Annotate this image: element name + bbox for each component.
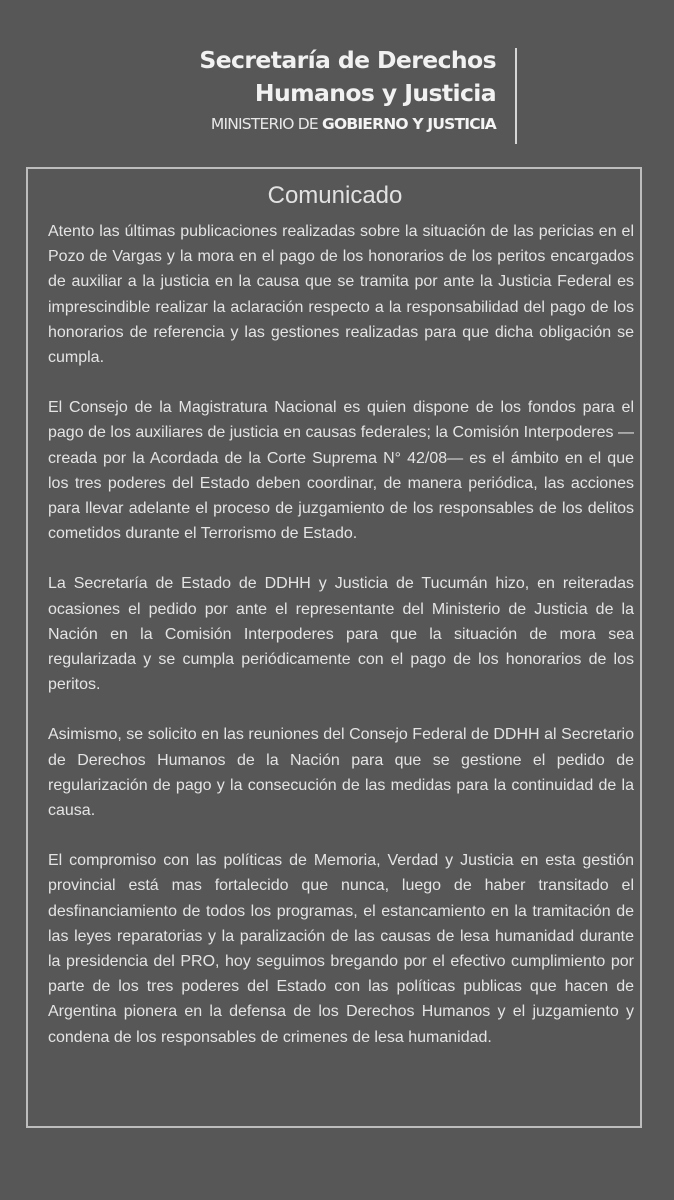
statement-body — [48, 219, 634, 1075]
institution-header — [0, 44, 496, 134]
ministry-name: GOBIERNO Y JUSTICIA — [322, 115, 496, 133]
paragraph: Atento las últimas publicaciones realizadas sobre la situación de las pericias en el Pozo de Vargas y la mora en el pago de los honorarios de los peritos encargados de auxiliar a la justicia en la causa que se tramita por ante la Justicia Federal es imprescindible realizar la aclaración respecto a la responsabilidad del pago de los honorarios de referencia y las gestiones realizadas para que dicha obligación se cumpla. — [48, 223, 634, 367]
paragraph: El Consejo de la Magistratura Nacional es quien dispone de los fondos para el pago de los auxiliares de justicia en causas federales; la Comisión Interpoderes —creada por la Acordada de la Corte Suprema N° 42/08— es el ámbito en el que los tres poderes del Estado deben coordinar, de manera periódica, las acciones para llevar adelante el proceso de juzgamiento de los responsables de los delitos cometidos durante el Terrorismo de Estado. — [48, 399, 634, 543]
ministry-line — [0, 114, 496, 134]
institution-name-line2: Humanos y Justicia — [254, 79, 496, 107]
institution-name-line1: Secretaría de Derechos — [199, 46, 496, 74]
document-title: Comunicado — [267, 182, 403, 209]
header-divider — [515, 48, 517, 144]
ministry-prefix: MINISTERIO DE — [210, 115, 318, 133]
paragraph: Asimismo, se solicito en las reuniones del Consejo Federal de DDHH al Secretario de Derechos Humanos de la Nación para que se gestione el pedido de regularización de pago y la consecución de las medidas para la continuidad de la causa. — [48, 726, 634, 820]
paragraph: El compromiso con las políticas de Memoria, Verdad y Justicia en esta gestión provincial está mas fortalecido que nunca, luego de haber transitado el desfinanciamiento de todos los programas, el estancamiento en la tramitación de las leyes reparatorias y la paralización de las causas de lesa humanidad durante la presidencia del PRO, hoy seguimos bregando por el efectivo cumplimiento por parte de los tres poderes del Estado con las políticas publicas que hacen de Argentina pionera en la defensa de los Derechos Humanos y el juzgamiento y condena de los responsables de crimenes de lesa humanidad. — [48, 852, 634, 1046]
paragraph: La Secretaría de Estado de DDHH y Justicia de Tucumán hizo, en reiteradas ocasiones el pedido por ante el representante del Ministerio de Justicia de la Nación en la Comisión Interpoderes para que la situación de mora sea regularizada y se cumpla periódicamente con el pago de los honorarios de los peritos. — [48, 575, 634, 694]
